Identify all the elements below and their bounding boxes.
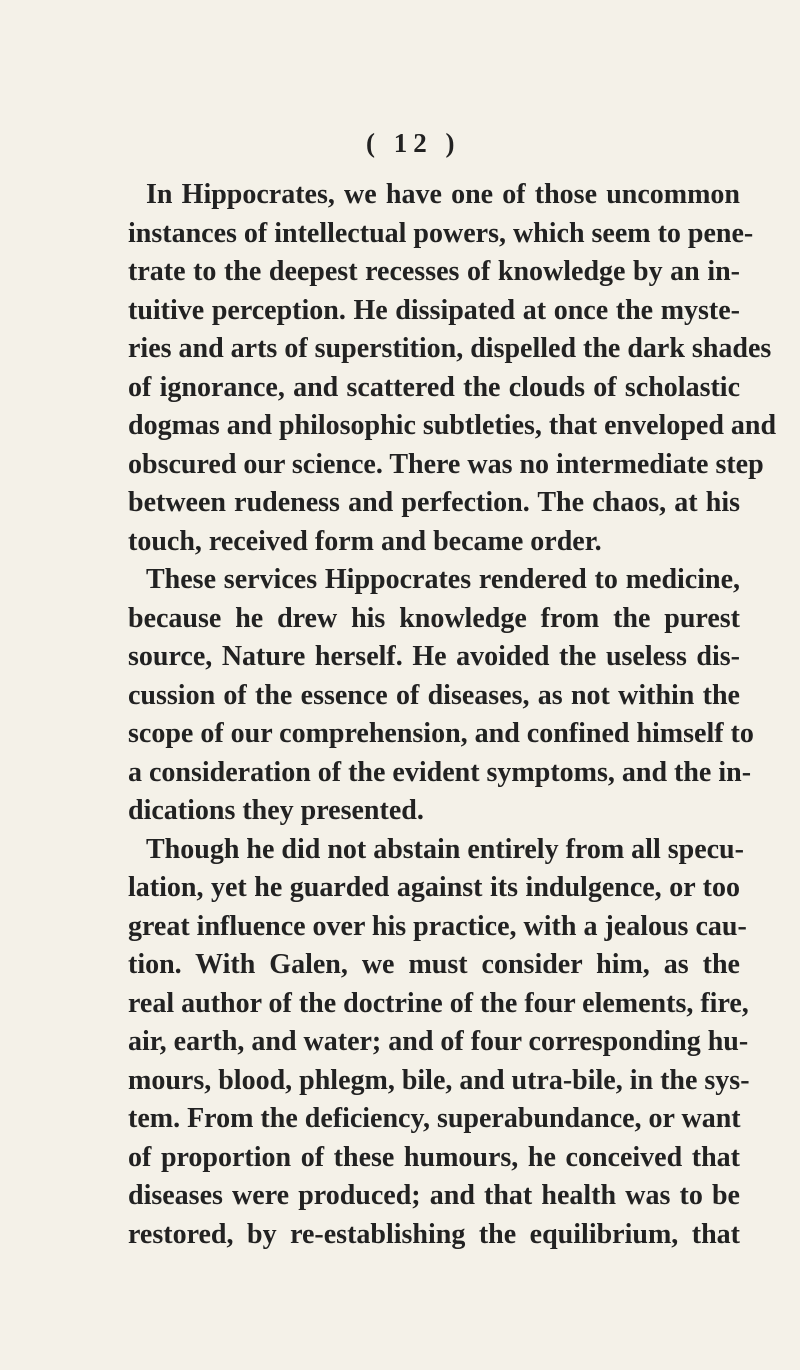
- text-line: of proportion of these humours, he conceived that: [128, 1141, 740, 1173]
- text-line: ries and arts of superstition, dispelled the dark shades: [128, 333, 772, 364]
- text-line: source, Nature herself. He avoided the useless dis-: [128, 641, 740, 672]
- text-line: In Hippocrates, we have one of those uncommon: [146, 179, 740, 210]
- body-text: [128, 176, 777, 1254]
- text-line: diseases were produced; and that health was to be: [128, 1180, 740, 1211]
- page-number: ( 12 ): [366, 128, 461, 158]
- text-line: between rudeness and perfection. The chaos, at his: [128, 487, 740, 518]
- text-line: tuitive perception. He dissipated at once the myste-: [128, 294, 740, 326]
- text-line: a consideration of the evident symptoms, and the in-: [128, 756, 752, 788]
- text-line: air, earth, and water; and of four corresponding hu-: [128, 1026, 749, 1057]
- text-line: scope of our comprehension, and confined himself to: [128, 718, 754, 749]
- text-line: instances of intellectual powers, which seem to pene-: [128, 217, 754, 249]
- text-line: These services Hippocrates rendered to medicine,: [146, 564, 740, 595]
- text-line: trate to the deepest recesses of knowledge by an in-: [128, 256, 740, 287]
- text-line: touch, received form and became order.: [128, 525, 602, 557]
- text-line: dogmas and philosophic subtleties, that enveloped and: [128, 410, 777, 441]
- text-line: restored, by re-establishing the equilibrium, that: [128, 1218, 740, 1250]
- text-line: real author of the doctrine of the four elements, fire,: [128, 987, 749, 1019]
- text-line: tem. From the deficiency, superabundance, or want: [128, 1103, 741, 1134]
- text-line: great influence over his practice, with a jealous cau-: [128, 910, 747, 942]
- text-line: cussion of the essence of diseases, as not within the: [128, 679, 740, 711]
- text-line: Though he did not abstain entirely from all specu-: [146, 833, 744, 865]
- text-line: because he drew his knowledge from the purest: [128, 602, 740, 634]
- text-line: lation, yet he guarded against its indulgence, or too: [128, 872, 740, 903]
- text-line: mours, blood, phlegm, bile, and utra-bile, in the sys-: [128, 1064, 750, 1096]
- text-line: obscured our science. There was no intermediate step: [128, 448, 764, 480]
- text-line: of ignorance, and scattered the clouds of scholastic: [128, 371, 740, 403]
- text-line: dications they presented.: [128, 795, 424, 826]
- text-line: tion. With Galen, we must consider him, as the: [128, 949, 740, 980]
